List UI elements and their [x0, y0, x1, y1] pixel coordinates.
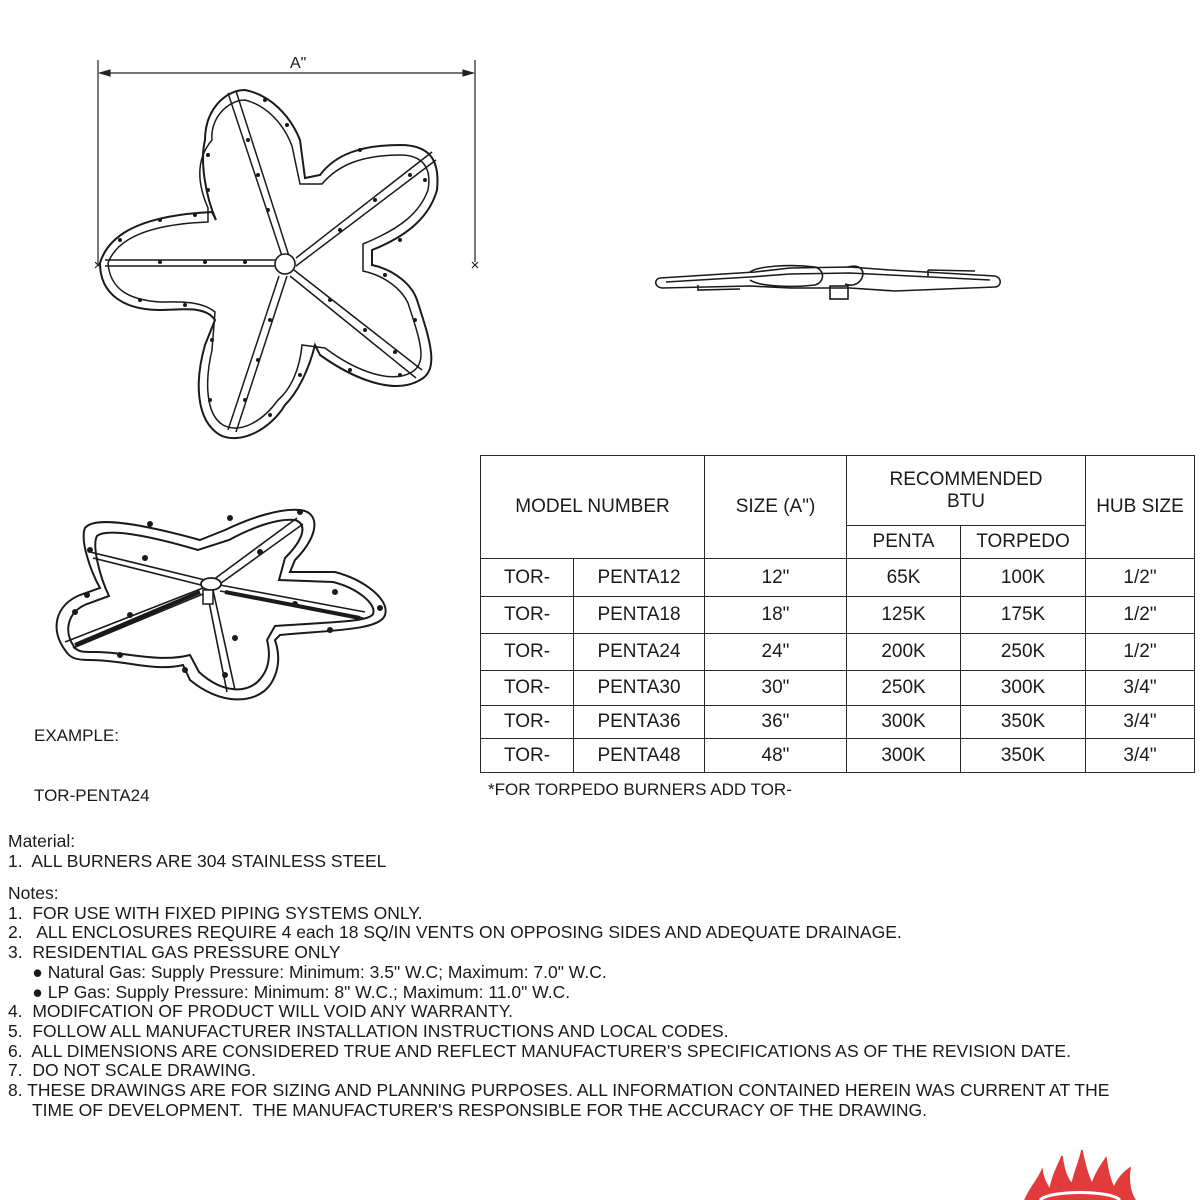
burner-top-view — [0, 0, 1200, 470]
note-line: 7. DO NOT SCALE DRAWING. — [8, 1060, 256, 1081]
cell-prefix: TOR- — [481, 671, 574, 706]
cell-size: 24" — [705, 634, 847, 671]
note-line: ● Natural Gas: Supply Pressure: Minimum: 3.5" W.C; Maximum: 7.0" W.C. — [8, 961, 607, 982]
note-line: 6. ALL DIMENSIONS ARE CONSIDERED TRUE AND REFLECT MANUFACTURER'S SPECIFICATIONS AS OF THE REVISION DATE. — [8, 1040, 1071, 1061]
cell-model: PENTA30 — [574, 671, 705, 706]
example-label — [34, 686, 150, 826]
table-row — [481, 671, 1195, 706]
dimension-arrow — [95, 60, 478, 268]
cell-torpedo: 175K — [961, 597, 1086, 634]
cell-prefix: TOR- — [481, 739, 574, 773]
note-line: ● LP Gas: Supply Pressure: Minimum: 8" W.C.; Maximum: 11.0" W.C. — [8, 981, 571, 1002]
header-btu-line-1: RECOMMENDED — [889, 468, 1043, 490]
cell-hub: 1/2" — [1086, 559, 1195, 597]
burner-side-view — [650, 258, 1010, 318]
header-hub-size: HUB SIZE — [1086, 456, 1195, 559]
cell-model: PENTA24 — [574, 634, 705, 671]
cell-penta: 300K — [847, 739, 961, 773]
notes-heading: Notes: — [8, 883, 59, 903]
cell-penta: 200K — [847, 634, 961, 671]
top-view-hub — [275, 254, 295, 274]
cell-prefix: TOR- — [481, 634, 574, 671]
note-line: 1. FOR USE WITH FIXED PIPING SYSTEMS ONLY. — [8, 902, 423, 923]
cell-torpedo: 100K — [961, 559, 1086, 597]
cell-size: 12" — [705, 559, 847, 597]
cell-size: 30" — [705, 671, 847, 706]
cell-hub: 3/4" — [1086, 671, 1195, 706]
note-line: 4. MODIFCATION OF PRODUCT WILL VOID ANY WARRANTY. — [8, 1001, 513, 1022]
cell-hub: 1/2" — [1086, 634, 1195, 671]
note-line: 3. RESIDENTIAL GAS PRESSURE ONLY — [8, 942, 341, 963]
note-line: 5. FOLLOW ALL MANUFACTURER INSTALLATION INSTRUCTIONS AND LOCAL CODES. — [8, 1020, 729, 1041]
material-item: 1. ALL BURNERS ARE 304 STAINLESS STEEL — [8, 850, 387, 871]
header-recommended-btu — [847, 456, 1086, 526]
header-model-number: MODEL NUMBER — [481, 456, 705, 559]
cell-hub: 3/4" — [1086, 739, 1195, 773]
table-row — [481, 634, 1195, 671]
header-torpedo: TORPEDO — [961, 526, 1086, 559]
cell-prefix: TOR- — [481, 559, 574, 597]
burner-isometric-view — [35, 500, 415, 710]
cell-torpedo: 350K — [961, 706, 1086, 739]
isometric-hub — [201, 578, 221, 590]
example-line-1: EXAMPLE: — [34, 726, 120, 745]
top-view-outer-frame — [100, 90, 438, 438]
top-view-inner-frame — [108, 100, 429, 428]
cell-model: PENTA18 — [574, 597, 705, 634]
cell-torpedo: 350K — [961, 739, 1086, 773]
header-penta: PENTA — [847, 526, 961, 559]
note-line: TIME OF DEVELOPMENT. THE MANUFACTURER'S RESPONSIBLE FOR THE ACCURACY OF THE DRAWING. — [8, 1099, 927, 1120]
notes-section — [8, 884, 1109, 1120]
cell-model: PENTA36 — [574, 706, 705, 739]
cell-torpedo: 250K — [961, 634, 1086, 671]
cell-size: 18" — [705, 597, 847, 634]
material-heading: Material: — [8, 831, 76, 851]
cell-torpedo: 300K — [961, 671, 1086, 706]
table-footnote: *FOR TORPEDO BURNERS ADD TOR- — [488, 780, 792, 799]
table-row — [481, 706, 1195, 739]
cell-size: 36" — [705, 706, 847, 739]
note-line: 2. ALL ENCLOSURES REQUIRE 4 each 18 SQ/IN VENTS ON OPPOSING SIDES AND ADEQUATE DRAINAGE. — [8, 922, 902, 943]
cell-size: 48" — [705, 739, 847, 773]
cell-prefix: TOR- — [481, 706, 574, 739]
isometric-spoke-dark-2 — [75, 592, 200, 645]
cell-hub: 1/2" — [1086, 597, 1195, 634]
cell-model: PENTA12 — [574, 559, 705, 597]
header-size: SIZE (A") — [705, 456, 847, 559]
header-btu-line-2: BTU — [947, 490, 985, 512]
cell-penta: 300K — [847, 706, 961, 739]
table-row — [481, 597, 1195, 634]
flame-logo-icon — [1020, 1150, 1140, 1200]
cell-penta: 250K — [847, 671, 961, 706]
cell-hub: 3/4" — [1086, 706, 1195, 739]
table-row — [481, 559, 1195, 597]
cell-prefix: TOR- — [481, 597, 574, 634]
cell-penta: 125K — [847, 597, 961, 634]
material-section — [8, 832, 386, 871]
note-line: 8. THESE DRAWINGS ARE FOR SIZING AND PLANNING PURPOSES. ALL INFORMATION CONTAINED HEREIN WAS CURRENT AT THE — [8, 1080, 1110, 1101]
top-view-spokes — [105, 91, 436, 432]
dimension-label: A" — [290, 55, 307, 72]
example-line-2: TOR-PENTA24 — [34, 786, 150, 805]
model-spec-table — [480, 455, 1195, 773]
table-row — [481, 739, 1195, 773]
cell-model: PENTA48 — [574, 739, 705, 773]
cell-penta: 65K — [847, 559, 961, 597]
